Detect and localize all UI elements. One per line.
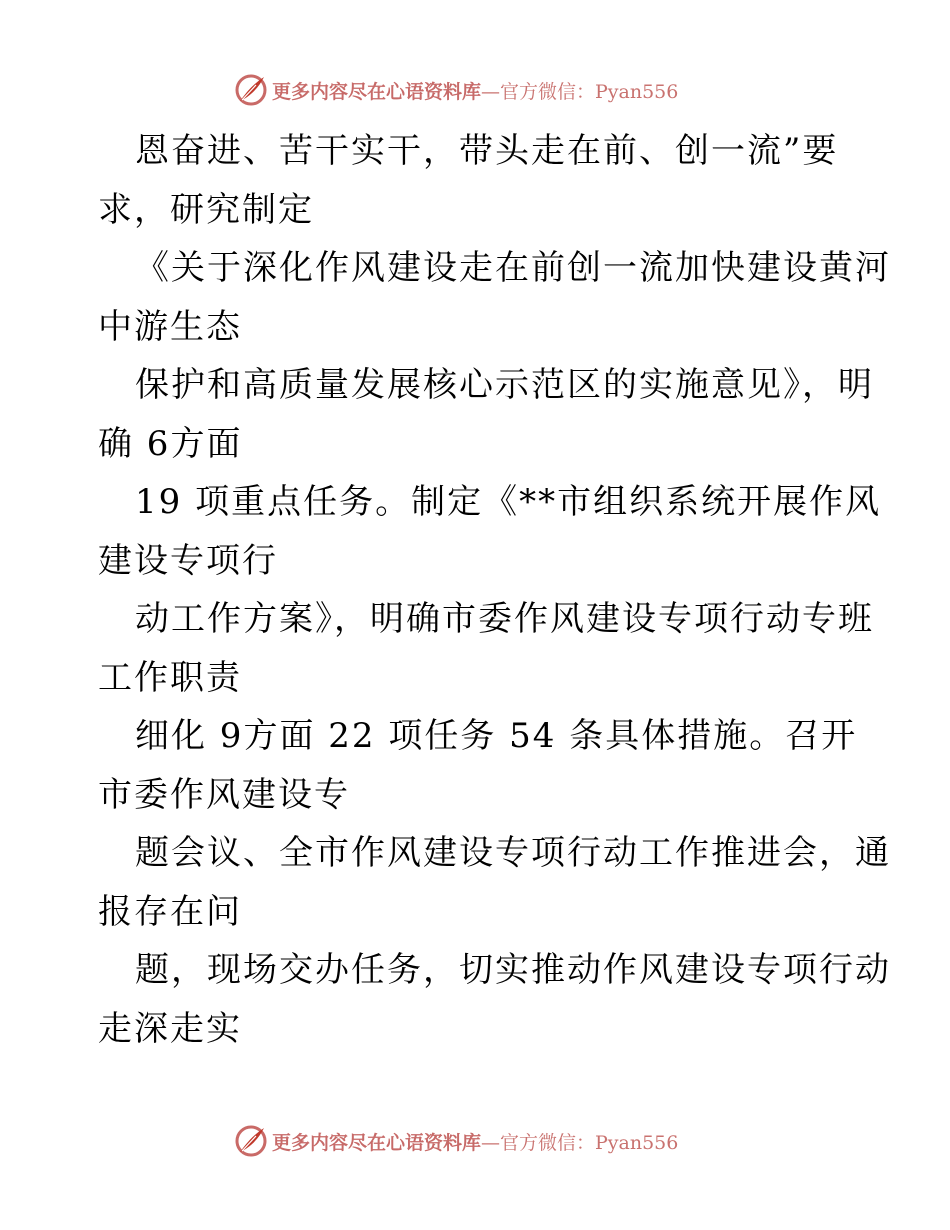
- text-line: 题，现场交办任务，切实推动作风建设专项行动: [135, 950, 891, 990]
- watermark-sub-text: —官方微信：Pyan556: [481, 1131, 679, 1154]
- watermark-main-text: 更多内容尽在心语资料库: [272, 80, 482, 103]
- text-line: 动工作方案》，明确市委作风建设专项行动专班: [135, 599, 874, 639]
- text-line: 走深走实: [98, 1008, 242, 1049]
- document-body: [98, 122, 891, 1058]
- text-line: 报存在问: [98, 891, 242, 932]
- text-line: 市委作风建设专: [98, 774, 350, 815]
- text-line: 确 6方面: [98, 423, 243, 464]
- text-line: 题会议、全市作风建设专项行动工作推进会，通: [135, 833, 891, 873]
- watermark-sub-text: —官方微信：Pyan556: [481, 80, 679, 103]
- text-line: 《关于深化作风建设走在前创一流加快建设黄河: [135, 248, 891, 288]
- text-line: 19 项重点任务。制定《**市组织系统开展作风: [135, 482, 882, 522]
- text-line: 建设专项行: [98, 540, 278, 581]
- text-line: 恩奋进、苦干实干，带头走在前、创一流”要: [135, 131, 839, 171]
- text-line: 求，研究制定: [98, 189, 314, 230]
- text-line: 中游生态: [98, 306, 242, 347]
- text-line: 细化 9方面 22 项任务 54 条具体措施。召开: [135, 716, 858, 756]
- text-line: 工作职责: [98, 657, 242, 698]
- feather-logo-icon: [234, 73, 268, 107]
- footer-watermark: [234, 1124, 678, 1158]
- feather-logo-icon: [234, 1124, 268, 1158]
- header-watermark: [234, 73, 678, 107]
- watermark-main-text: 更多内容尽在心语资料库: [272, 1131, 482, 1154]
- text-line: 保护和高质量发展核心示范区的实施意见》，明: [135, 365, 874, 405]
